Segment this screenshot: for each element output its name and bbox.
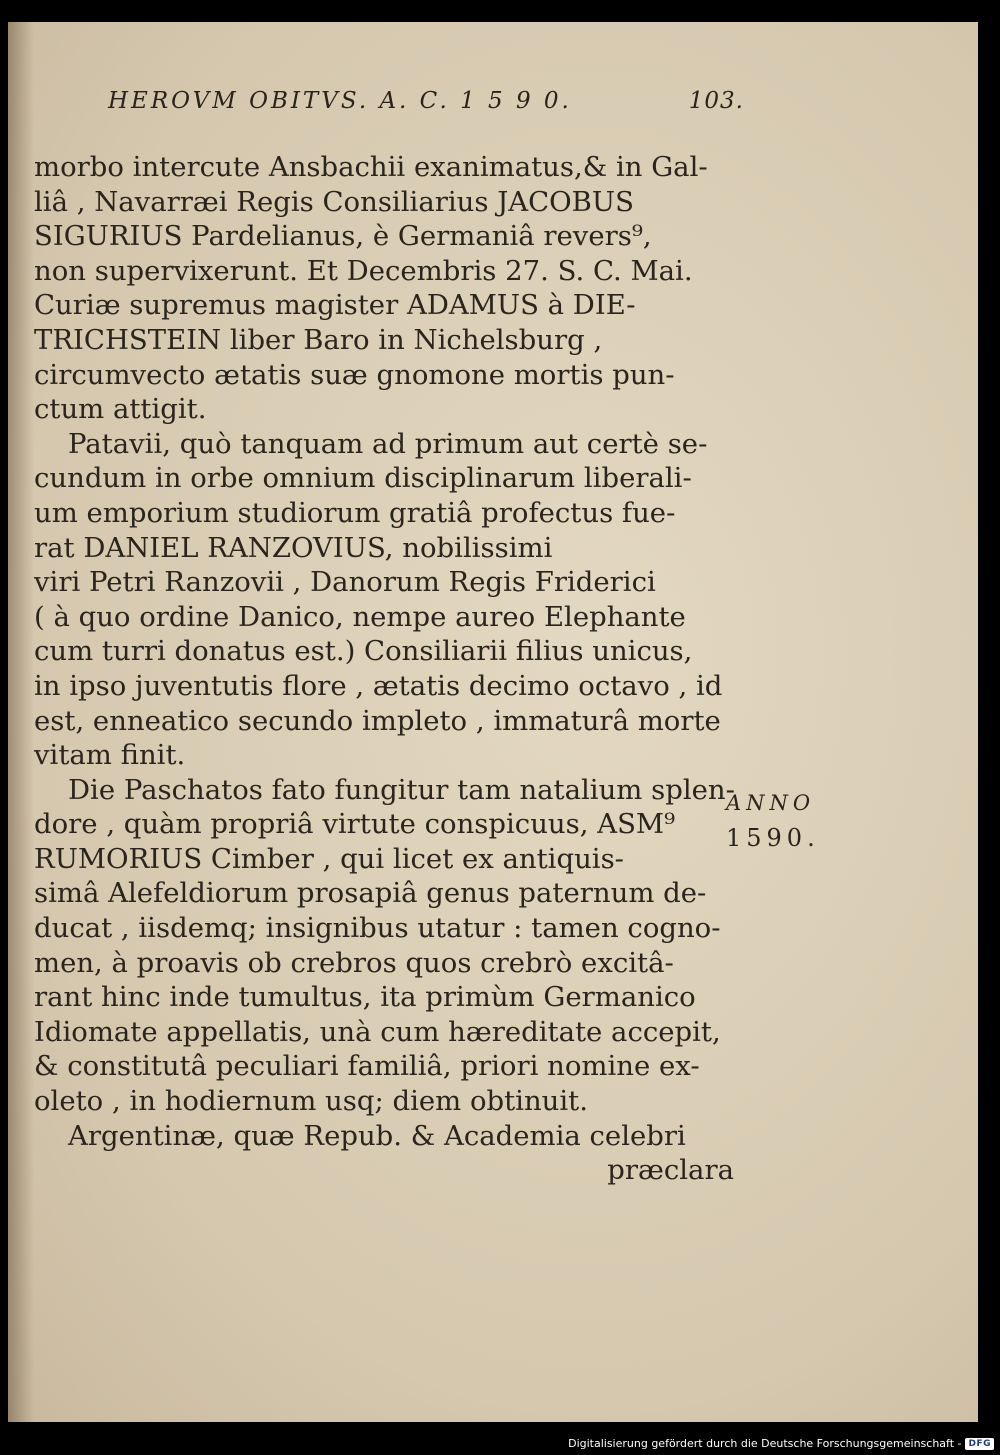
digitization-credit <box>568 1437 994 1450</box>
text-line: non supervixerunt. Et Decembris 27. S. C. Mai. <box>34 254 693 287</box>
text-line: ducat , iisdemq; insignibus utatur : tamen cogno- <box>34 912 721 945</box>
paragraph-start-line: Patavii, quò tanquam ad primum aut certè se- <box>68 427 708 460</box>
text-line: dore , quàm propriâ virtute conspicuus, ASM⁹ <box>34 808 676 841</box>
text-line: liâ , Navarræi Regis Consiliarius JACOBUS <box>34 185 634 218</box>
text-line: rant hinc inde tumultus, ita primùm Germanico <box>34 981 696 1014</box>
dfg-logo-icon: DFG <box>965 1438 994 1450</box>
body-text <box>34 150 744 1188</box>
text-line: men, à proavis ob crebros quos crebrò excitâ- <box>34 946 674 979</box>
text-line: ( à quo ordine Danico, nempe aureo Elephante <box>34 600 686 633</box>
text-line: viri Petri Ranzovii , Danorum Regis Friderici <box>34 566 656 599</box>
text-line: Idiomate appellatis, unà cum hæreditate accepit, <box>34 1015 721 1048</box>
running-title: HEROVM OBITVS. A. C. 1 5 9 0. <box>108 88 572 114</box>
text-line: ctum attigit. <box>34 393 207 426</box>
text-line: circumvecto ætatis suæ gnomone mortis pun- <box>34 358 675 391</box>
margin-note <box>726 786 820 855</box>
text-line: & constitutâ peculiari familiâ, priori nomine ex- <box>34 1050 700 1083</box>
text-line: cundum in orbe omnium disciplinarum liberali- <box>34 462 692 495</box>
text-line: est, enneatico secundo impleto , immaturâ morte <box>34 704 721 737</box>
paragraph-start-line: Argentinæ, quæ Repub. & Academia celebri <box>68 1119 686 1152</box>
gutter-shadow <box>8 22 34 1422</box>
book-page <box>8 22 978 1422</box>
text-line: in ipso juventutis flore , ætatis decimo octavo , id <box>34 669 723 702</box>
text-line: Curiæ supremus magister ADAMUS à DIE- <box>34 289 636 322</box>
text-line: SIGURIUS Pardelianus, è Germaniâ revers⁹, <box>34 220 652 253</box>
margin-anno: ANNO <box>726 791 816 815</box>
page-header <box>108 82 744 122</box>
text-line: vitam finit. <box>34 739 186 772</box>
text-line: simâ Alefeldiorum prosapiâ genus paternum de- <box>34 877 707 910</box>
text-line: RUMORIUS Cimber , qui licet ex antiquis- <box>34 842 624 875</box>
paragraph-start-line: Die Paschatos fato fungitur tam natalium splen- <box>68 773 735 806</box>
text-line: cum turri donatus est.) Consiliarii filius unicus, <box>34 635 693 668</box>
margin-year: 1590. <box>726 823 820 852</box>
catchword: præclara <box>607 1154 734 1187</box>
text-line: um emporium studiorum gratiâ profectus fue- <box>34 496 676 529</box>
text-line: rat DANIEL RANZOVIUS, nobilissimi <box>34 531 553 564</box>
text-line: morbo intercute Ansbachii exanimatus,& in Gal- <box>34 151 708 183</box>
page-number: 103. <box>688 88 744 114</box>
credit-text: Digitalisierung gefördert durch die Deutsche Forschungsgemeinschaft - <box>568 1437 962 1450</box>
text-line: oleto , in hodiernum usq; diem obtinuit. <box>34 1085 588 1118</box>
text-line: TRICHSTEIN liber Baro in Nichelsburg , <box>34 323 603 356</box>
